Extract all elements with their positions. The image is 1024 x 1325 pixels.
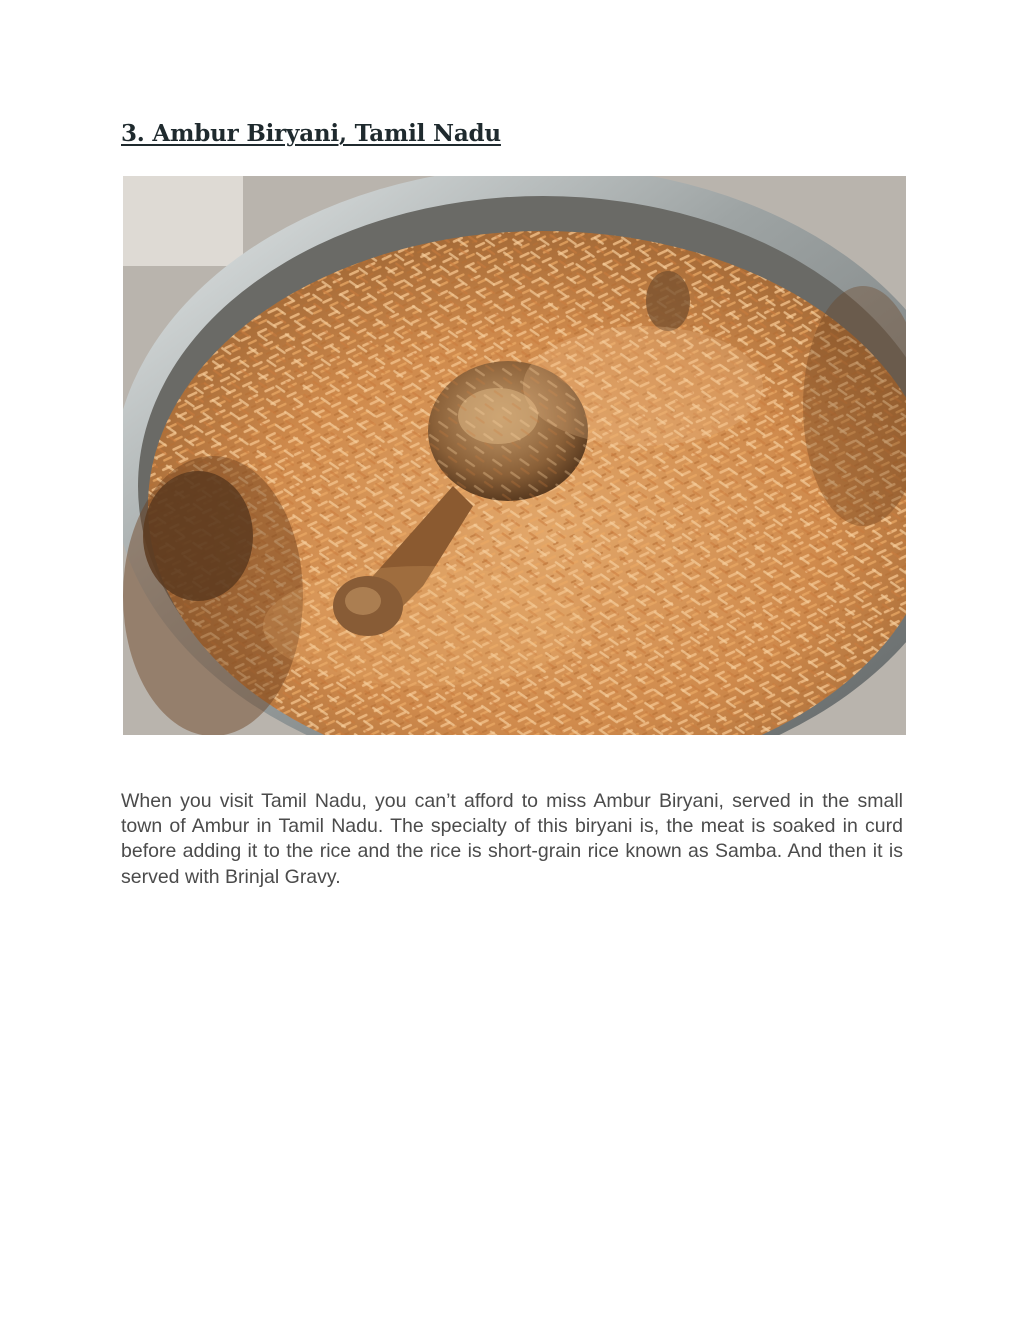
section-paragraph: When you visit Tamil Nadu, you can’t afford to miss Ambur Biryani, served in the small town of Ambur in Tamil Nadu. The specialty of this biryani is, the meat is soaked in curd before adding it to the rice and the rice is short-grain rice known as Samba. And then it is served with Brinjal Gravy.: [121, 790, 903, 888]
ambur-biryani-photo: [123, 176, 906, 735]
biryani-illustration: [123, 176, 906, 735]
section-heading: 3. Ambur Biryani, Tamil Nadu: [121, 120, 501, 147]
